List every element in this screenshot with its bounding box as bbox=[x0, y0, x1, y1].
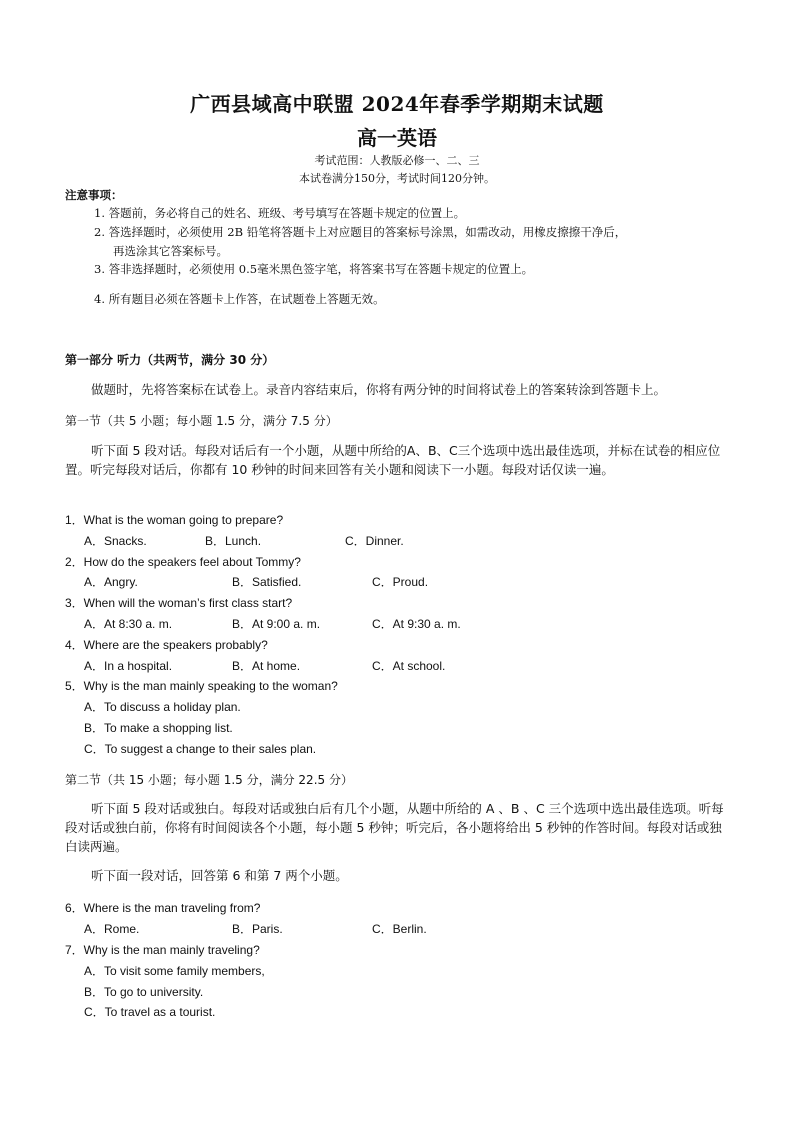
part1-intro: 做题时，先将答案标在试卷上。录音内容结束后，你将有两分钟的时间将试卷上的答案转涂到答题卡上。 bbox=[91, 382, 667, 397]
page-subtitle: 高一英语 bbox=[357, 126, 437, 150]
question-1: 1．What is the woman going to prepare? bbox=[65, 513, 284, 527]
notice-item-continued: 再选涂其它答案标号。 bbox=[113, 244, 228, 258]
section1-heading: 第一节（共 5 小题；每小题 1.5 分，满分 7.5 分） bbox=[65, 414, 338, 428]
question-7: 7．Why is the man mainly traveling? bbox=[65, 943, 260, 957]
notice-item: 1. 答题前，务必将自己的姓名、班级、考号填写在答题卡规定的位置上。 bbox=[94, 206, 466, 220]
option-a: A．In a hospital. bbox=[84, 659, 173, 673]
option-c: C．At 9:30 a. m. bbox=[372, 617, 461, 631]
section2-heading: 第二节（共 15 小题；每小题 1.5 分，满分 22.5 分） bbox=[65, 773, 353, 787]
question-3: 3．When will the woman’s first class start? bbox=[65, 596, 293, 610]
option-b: B．Lunch. bbox=[205, 534, 262, 548]
section2-sub-instruction: 听下面一段对话，回答第 6 和第 7 两个小题。 bbox=[91, 868, 348, 883]
option-a: A．At 8:30 a. m. bbox=[84, 617, 173, 631]
option-a: A．To discuss a holiday plan. bbox=[84, 700, 241, 714]
option-a: A．Rome. bbox=[84, 922, 140, 936]
option-a: A．Angry. bbox=[84, 575, 138, 589]
option-c: C．Berlin. bbox=[372, 922, 427, 936]
exam-scope: 考试范围：人教版必修一、二、三 bbox=[314, 154, 480, 167]
exam-score-time: 本试卷满分150分，考试时间120分钟。 bbox=[299, 172, 495, 185]
option-b: B．Satisfied. bbox=[232, 575, 302, 589]
option-b: B．To go to university. bbox=[84, 985, 204, 999]
option-c: C．To suggest a change to their sales plan. bbox=[84, 742, 317, 756]
option-b: B．To make a shopping list. bbox=[84, 721, 233, 735]
option-c: C．Proud. bbox=[372, 575, 429, 589]
notice-item: 4. 所有题目必须在答题卡上作答，在试题卷上答题无效。 bbox=[94, 292, 385, 306]
section2-instruction: 听下面 5 段对话或独白。每段对话或独白后有几个小题，从题中所给的 A 、B 、C 三个选项中选出最佳选项。听每段对话或独白前，你将有时间阅读各个小题，每小题 5 秒钟；听完后，各小题将给出 5 秒钟的作答时间。每段对话或独白读两遍。 bbox=[65, 801, 724, 854]
page-title: 广西县域高中联盟 2024年春季学期期末试题 bbox=[190, 92, 604, 116]
question-4: 4．Where are the speakers probably? bbox=[65, 638, 268, 652]
notice-item: 3. 答非选择题时，必须使用 0.5毫米黑色签字笔，将答案书写在答题卡规定的位置上。 bbox=[94, 262, 534, 276]
notice-item: 2. 答选择题时，必须使用 2B 铅笔将答题卡上对应题目的答案标号涂黑，如需改动，用橡皮擦擦干净后， bbox=[94, 225, 627, 239]
question-5: 5．Why is the man mainly speaking to the woman? bbox=[65, 679, 338, 693]
option-c: C．To travel as a tourist. bbox=[84, 1005, 216, 1019]
option-c: C．Dinner. bbox=[345, 534, 404, 548]
part1-heading: 第一部分 听力（共两节，满分 30 分） bbox=[65, 353, 275, 367]
notice-heading: 注意事项： bbox=[65, 188, 123, 202]
section1-instruction: 听下面 5 段对话。每段对话后有一个小题，从题中所给的A、B、C三个选项中选出最佳选项，并标在试卷的相应位置。听完每段对话后，你都有 10 秒钟的时间来回答有关小题和阅读下一小题。每段对话仅读一遍。 bbox=[65, 443, 721, 477]
option-b: B．At home. bbox=[232, 659, 301, 673]
option-a: A．Snacks. bbox=[84, 534, 147, 548]
question-2: 2．How do the speakers feel about Tommy? bbox=[65, 555, 301, 569]
option-a: A．To visit some family members, bbox=[84, 964, 265, 978]
option-b: B．At 9:00 a. m. bbox=[232, 617, 321, 631]
question-6: 6．Where is the man traveling from? bbox=[65, 901, 261, 915]
option-b: B．Paris. bbox=[232, 922, 283, 936]
option-c: C．At school. bbox=[372, 659, 446, 673]
